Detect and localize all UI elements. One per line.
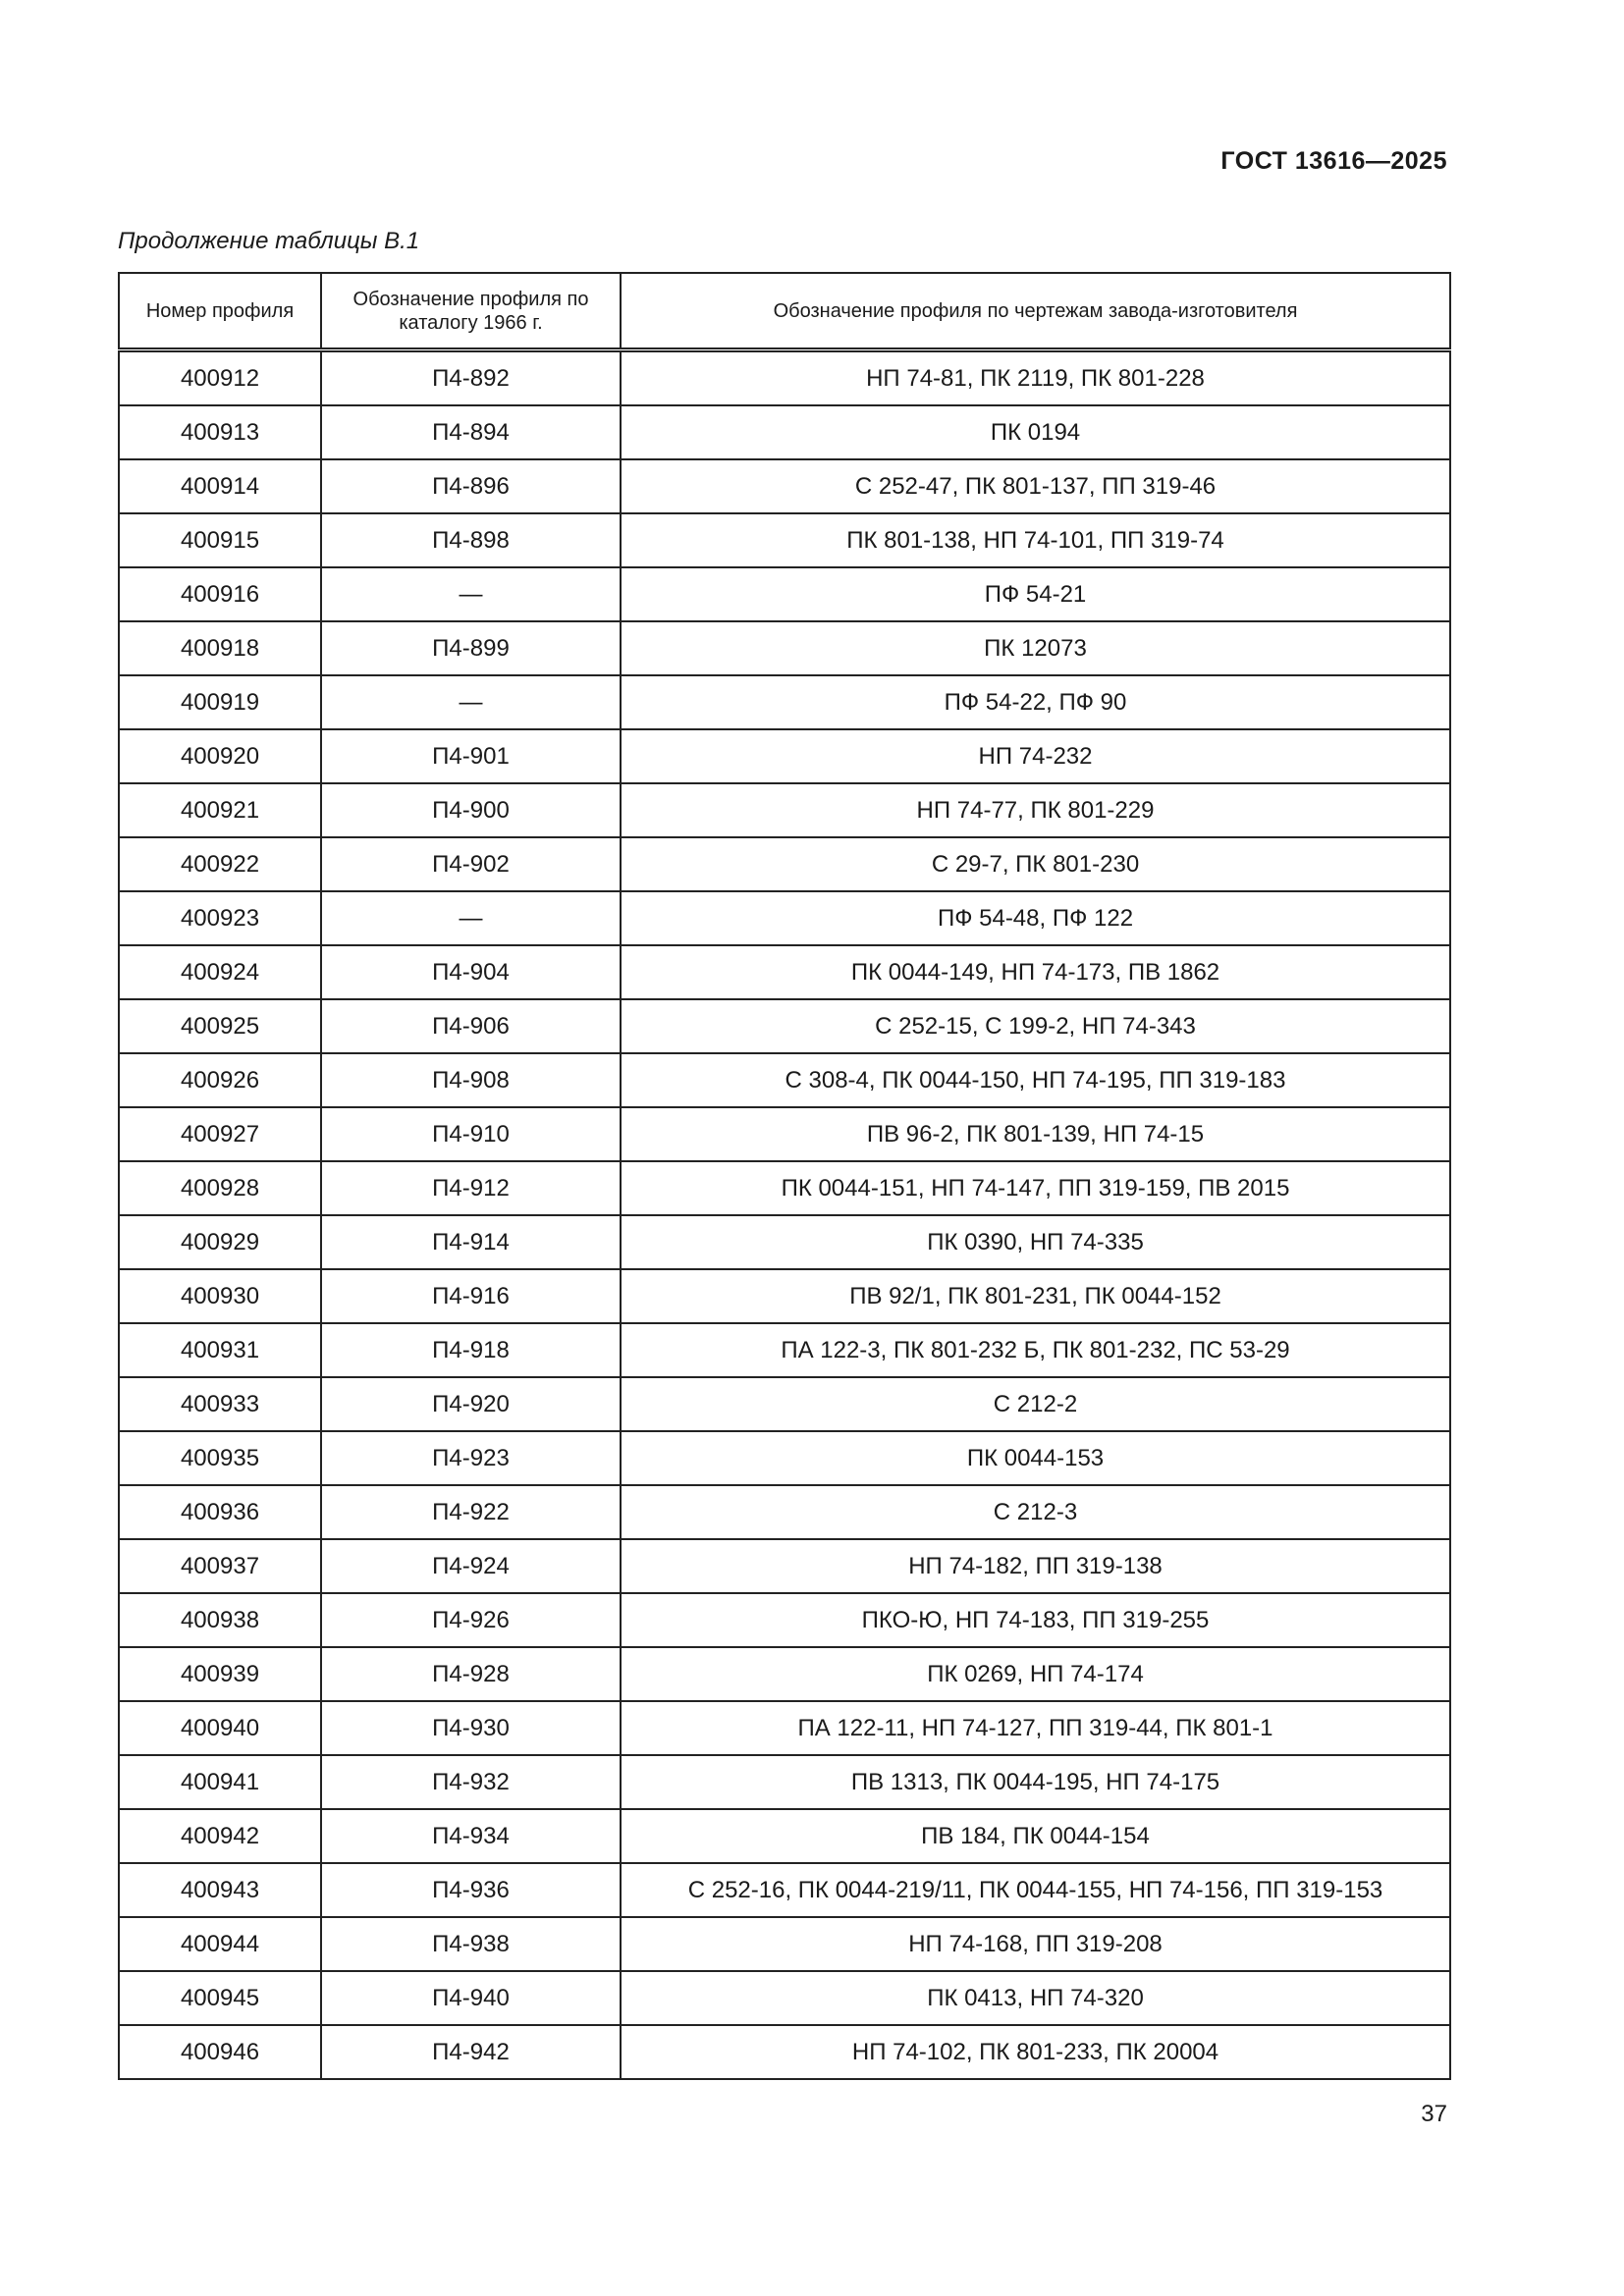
cell-factory-drawings: ПА 122-3, ПК 801-232 Б, ПК 801-232, ПС 53-29 (621, 1323, 1450, 1377)
cell-catalog-1966: — (321, 675, 621, 729)
cell-catalog-1966: П4-899 (321, 621, 621, 675)
cell-profile-number: 400912 (119, 350, 321, 406)
table-header-row (119, 273, 1450, 350)
table-row (119, 837, 1450, 891)
table-row (119, 1971, 1450, 2025)
cell-profile-number: 400937 (119, 1539, 321, 1593)
cell-profile-number: 400928 (119, 1161, 321, 1215)
page-number: 37 (1421, 2101, 1447, 2127)
table-row (119, 621, 1450, 675)
table-row (119, 999, 1450, 1053)
cell-profile-number: 400927 (119, 1107, 321, 1161)
cell-catalog-1966: П4-934 (321, 1809, 621, 1863)
cell-profile-number: 400913 (119, 405, 321, 459)
table-row (119, 567, 1450, 621)
cell-factory-drawings: НП 74-77, ПК 801-229 (621, 783, 1450, 837)
cell-profile-number: 400919 (119, 675, 321, 729)
table-row (119, 1269, 1450, 1323)
cell-factory-drawings: С 252-15, С 199-2, НП 74-343 (621, 999, 1450, 1053)
cell-catalog-1966: П4-894 (321, 405, 621, 459)
cell-profile-number: 400915 (119, 513, 321, 567)
cell-factory-drawings: ПФ 54-48, ПФ 122 (621, 891, 1450, 945)
cell-profile-number: 400922 (119, 837, 321, 891)
cell-factory-drawings: ПВ 96-2, ПК 801-139, НП 74-15 (621, 1107, 1450, 1161)
cell-factory-drawings: ПВ 92/1, ПК 801-231, ПК 0044-152 (621, 1269, 1450, 1323)
cell-factory-drawings: ПФ 54-22, ПФ 90 (621, 675, 1450, 729)
table-row (119, 513, 1450, 567)
cell-catalog-1966: П4-896 (321, 459, 621, 513)
cell-profile-number: 400940 (119, 1701, 321, 1755)
table-row (119, 1647, 1450, 1701)
cell-profile-number: 400944 (119, 1917, 321, 1971)
cell-profile-number: 400941 (119, 1755, 321, 1809)
cell-profile-number: 400914 (119, 459, 321, 513)
cell-factory-drawings: НП 74-182, ПП 319-138 (621, 1539, 1450, 1593)
cell-factory-drawings: ПК 0194 (621, 405, 1450, 459)
table-row (119, 405, 1450, 459)
cell-profile-number: 400924 (119, 945, 321, 999)
header-profile-number: Номер профиля (119, 273, 321, 350)
cell-profile-number: 400939 (119, 1647, 321, 1701)
cell-profile-number: 400923 (119, 891, 321, 945)
cell-factory-drawings: ПК 0269, НП 74-174 (621, 1647, 1450, 1701)
table-row (119, 1539, 1450, 1593)
table-row (119, 1485, 1450, 1539)
cell-profile-number: 400942 (119, 1809, 321, 1863)
cell-profile-number: 400926 (119, 1053, 321, 1107)
table-caption: Продолжение таблицы В.1 (118, 228, 420, 254)
cell-catalog-1966: П4-914 (321, 1215, 621, 1269)
cell-factory-drawings: С 252-47, ПК 801-137, ПП 319-46 (621, 459, 1450, 513)
cell-catalog-1966: П4-912 (321, 1161, 621, 1215)
cell-factory-drawings: ПК 0413, НП 74-320 (621, 1971, 1450, 2025)
cell-catalog-1966: П4-918 (321, 1323, 621, 1377)
cell-profile-number: 400918 (119, 621, 321, 675)
table-row (119, 1863, 1450, 1917)
cell-factory-drawings: С 212-2 (621, 1377, 1450, 1431)
cell-catalog-1966: П4-938 (321, 1917, 621, 1971)
cell-factory-drawings: НП 74-168, ПП 319-208 (621, 1917, 1450, 1971)
cell-factory-drawings: НП 74-232 (621, 729, 1450, 783)
header-factory-drawings: Обозначение профиля по чертежам завода-изготовителя (621, 273, 1450, 350)
cell-factory-drawings: ПВ 184, ПК 0044-154 (621, 1809, 1450, 1863)
table-row (119, 891, 1450, 945)
cell-catalog-1966: П4-926 (321, 1593, 621, 1647)
cell-catalog-1966: П4-936 (321, 1863, 621, 1917)
cell-factory-drawings: ПК 0044-149, НП 74-173, ПВ 1862 (621, 945, 1450, 999)
cell-catalog-1966: П4-916 (321, 1269, 621, 1323)
cell-profile-number: 400935 (119, 1431, 321, 1485)
table-row (119, 1377, 1450, 1431)
cell-profile-number: 400936 (119, 1485, 321, 1539)
cell-factory-drawings: С 29-7, ПК 801-230 (621, 837, 1450, 891)
cell-catalog-1966: П4-898 (321, 513, 621, 567)
cell-catalog-1966: П4-910 (321, 1107, 621, 1161)
cell-factory-drawings: ПФ 54-21 (621, 567, 1450, 621)
cell-catalog-1966: П4-940 (321, 1971, 621, 2025)
cell-profile-number: 400925 (119, 999, 321, 1053)
cell-factory-drawings: ПК 801-138, НП 74-101, ПП 319-74 (621, 513, 1450, 567)
cell-factory-drawings: ПК 0044-151, НП 74-147, ПП 319-159, ПВ 2015 (621, 1161, 1450, 1215)
table-row (119, 675, 1450, 729)
table-row (119, 945, 1450, 999)
cell-profile-number: 400946 (119, 2025, 321, 2079)
table-row (119, 1323, 1450, 1377)
table-row (119, 1215, 1450, 1269)
cell-catalog-1966: — (321, 567, 621, 621)
cell-catalog-1966: П4-901 (321, 729, 621, 783)
table-row (119, 783, 1450, 837)
table-row (119, 459, 1450, 513)
cell-profile-number: 400933 (119, 1377, 321, 1431)
cell-factory-drawings: ПВ 1313, ПК 0044-195, НП 74-175 (621, 1755, 1450, 1809)
cell-catalog-1966: П4-930 (321, 1701, 621, 1755)
cell-profile-number: 400920 (119, 729, 321, 783)
cell-catalog-1966: П4-904 (321, 945, 621, 999)
cell-profile-number: 400921 (119, 783, 321, 837)
cell-catalog-1966: П4-900 (321, 783, 621, 837)
cell-factory-drawings: С 252-16, ПК 0044-219/11, ПК 0044-155, НП 74-156, ПП 319-153 (621, 1863, 1450, 1917)
cell-profile-number: 400943 (119, 1863, 321, 1917)
table-row (119, 2025, 1450, 2079)
table-row (119, 1593, 1450, 1647)
cell-catalog-1966: — (321, 891, 621, 945)
cell-catalog-1966: П4-928 (321, 1647, 621, 1701)
cell-factory-drawings: ПК 0390, НП 74-335 (621, 1215, 1450, 1269)
cell-factory-drawings: ПК 0044-153 (621, 1431, 1450, 1485)
table-body (119, 350, 1450, 2080)
header-catalog-1966: Обозначение профиля по каталогу 1966 г. (321, 273, 621, 350)
table-row (119, 1755, 1450, 1809)
cell-factory-drawings: С 308-4, ПК 0044-150, НП 74-195, ПП 319-183 (621, 1053, 1450, 1107)
cell-factory-drawings: С 212-3 (621, 1485, 1450, 1539)
table-row (119, 1431, 1450, 1485)
cell-profile-number: 400929 (119, 1215, 321, 1269)
cell-catalog-1966: П4-924 (321, 1539, 621, 1593)
cell-catalog-1966: П4-908 (321, 1053, 621, 1107)
cell-catalog-1966: П4-906 (321, 999, 621, 1053)
cell-profile-number: 400930 (119, 1269, 321, 1323)
cell-catalog-1966: П4-922 (321, 1485, 621, 1539)
cell-catalog-1966: П4-923 (321, 1431, 621, 1485)
table-row (119, 1053, 1450, 1107)
table-row (119, 1701, 1450, 1755)
cell-catalog-1966: П4-920 (321, 1377, 621, 1431)
table-row (119, 350, 1450, 406)
table-row (119, 729, 1450, 783)
cell-catalog-1966: П4-892 (321, 350, 621, 406)
cell-factory-drawings: ПА 122-11, НП 74-127, ПП 319-44, ПК 801-1 (621, 1701, 1450, 1755)
table-row (119, 1809, 1450, 1863)
cell-profile-number: 400916 (119, 567, 321, 621)
cell-factory-drawings: ПК 12073 (621, 621, 1450, 675)
cell-factory-drawings: ПКО-Ю, НП 74-183, ПП 319-255 (621, 1593, 1450, 1647)
profiles-table (118, 272, 1451, 2080)
cell-factory-drawings: НП 74-81, ПК 2119, ПК 801-228 (621, 350, 1450, 406)
table-row (119, 1161, 1450, 1215)
cell-catalog-1966: П4-942 (321, 2025, 621, 2079)
table-row (119, 1917, 1450, 1971)
cell-catalog-1966: П4-932 (321, 1755, 621, 1809)
cell-factory-drawings: НП 74-102, ПК 801-233, ПК 20004 (621, 2025, 1450, 2079)
cell-catalog-1966: П4-902 (321, 837, 621, 891)
cell-profile-number: 400945 (119, 1971, 321, 2025)
document-code: ГОСТ 13616—2025 (1220, 147, 1447, 175)
cell-profile-number: 400938 (119, 1593, 321, 1647)
table-row (119, 1107, 1450, 1161)
cell-profile-number: 400931 (119, 1323, 321, 1377)
